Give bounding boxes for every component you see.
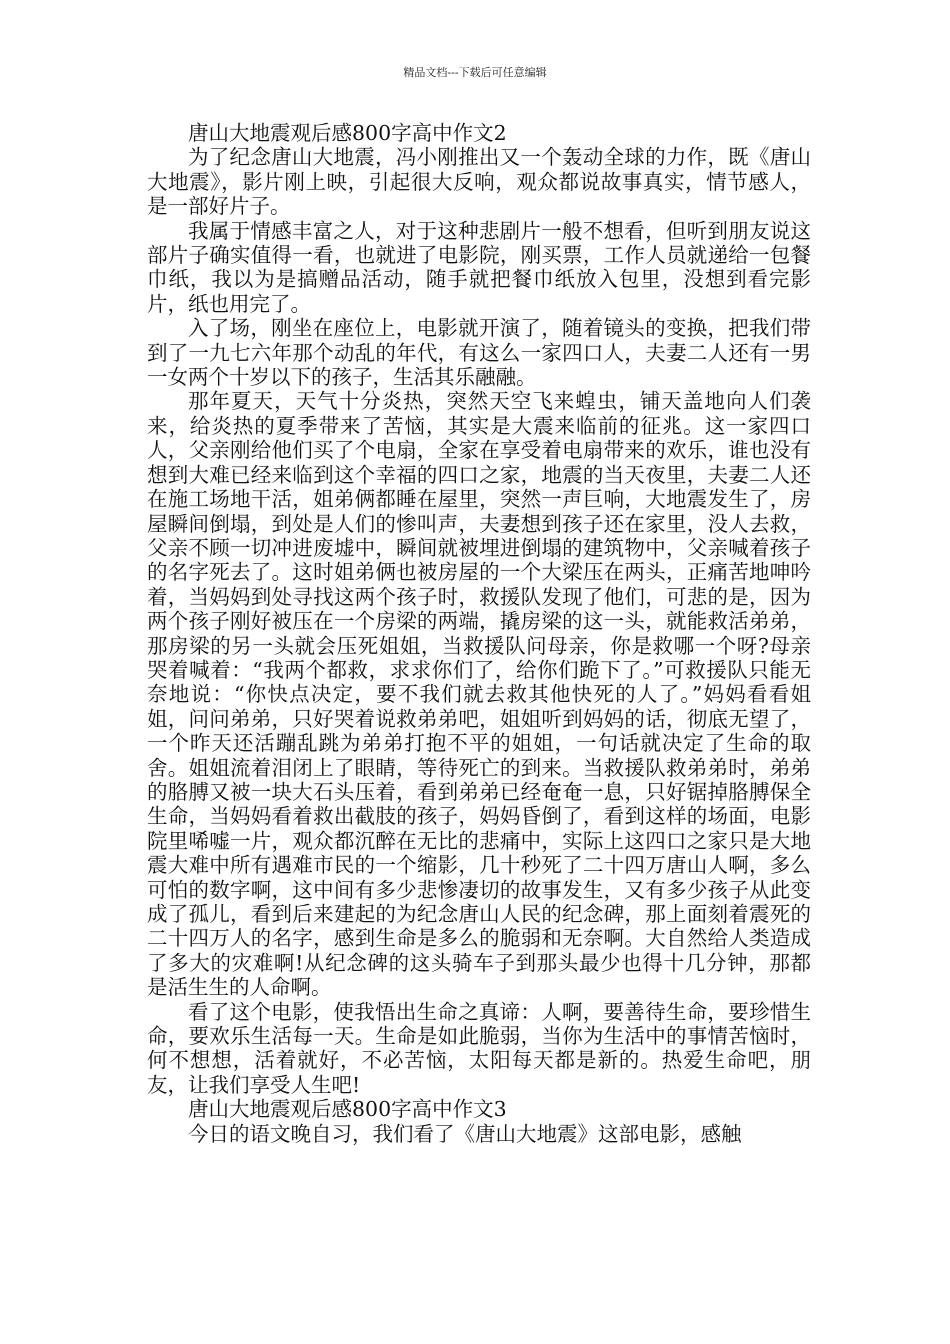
document-body: [147, 121, 811, 1146]
essay-3-title: 唐山大地震观后感800字高中作文3: [188, 1097, 507, 1122]
essay-2-paragraph-5: 看了这个电影，使我悟出生命之真谛：人啊，要善待生命，要珍惜生命，要欢乐生活每一天。生命是如此脆弱，当你为生活中的事情苦恼时，何不想想，活着就好，不必苦恼，太阳每天都是新的。热爱生命吧，朋友，让我们享受人生吧!: [147, 999, 811, 1097]
essay-2-paragraph-2: 我属于情感丰富之人，对于这种悲剧片一般不想看，但听到朋友说这部片子确实值得一看，也就进了电影院，刚买票，工作人员就递给一包餐巾纸，我以为是搞赠品活动，随手就把餐巾纸放入包里，没想到看完影片，纸也用完了。: [147, 218, 811, 316]
essay-2-paragraph-3: 入了场，刚坐在座位上，电影就开演了，随着镜头的变换，把我们带到了一九七六年那个动乱的年代，有这么一家四口人，夫妻二人还有一男一女两个十岁以下的孩子，生活其乐融融。: [147, 316, 811, 390]
page-header-note: 精品文档---下载后可任意编辑: [403, 66, 547, 79]
essay-2-title: 唐山大地震观后感800字高中作文2: [188, 121, 507, 145]
essay-2-paragraph-4: 那年夏天，天气十分炎热，突然天空飞来蝗虫，铺天盖地向人们袭来，给炎热的夏季带来了苦恼，其实是大震来临前的征兆。这一家四口人，父亲刚给他们买了个电扇，全家在享受着电扇带来的欢乐，谁也没有想到大难已经来临到这个幸福的四口之家，地震的当天夜里，夫妻二人还在施工场地干活，姐弟俩都睡在屋里，突然一声巨响，大地震发生了，房屋瞬间倒塌，到处是人们的惨叫声，夫妻想到孩子还在家里，没人去救，父亲不顾一切冲进废墟中，瞬间就被埋进倒塌的建筑物中，父亲喊着孩子的名字死去了。这时姐弟俩也被房屋的一个大梁压在两头，正痛苦地呻吟着，当妈妈到处寻找这两个孩子时，救援队发现了他们，可悲的是，因为两个孩子刚好被压在一个房梁的两端，撬房梁的这一头，就能救活弟弟，那房梁的另一头就会压死姐姐，当救援队问母亲，你是救哪一个呀?母亲哭着喊着：“我两个都救，求求你们了，给你们跪下了。”可救援队只能无奈地说：“你快点决定，要不我们就去救其他快死的人了。”妈妈看看姐姐，问问弟弟，只好哭着说救弟弟吧，姐姐听到妈妈的话，彻底无望了，一个昨天还活蹦乱跳为弟弟打抱不平的姐姐，一句话就决定了生命的取舍。姐姐流着泪闭上了眼睛，等待死亡的到来。当救援队救弟弟时，弟弟的胳膊又被一块大石头压着，看到弟弟已经奄奄一息，只好锯掉胳膊保全生命，当妈妈看着救出截肢的孩子，妈妈昏倒了，看到这样的场面，电影院里唏嘘一片，观众都沉醉在无比的悲痛中，实际上这四口之家只是大地震大难中所有遇难市民的一个缩影，几十秒死了二十四万唐山人啊，多么可怕的数字啊，这中间有多少悲惨凄切的故事发生，又有多少孩子从此变成了孤儿，看到后来建起的为纪念唐山人民的纪念碑，那上面刻着震死的二十四万人的名字，感到生命是多么的脆弱和无奈啊。大自然给人类造成了多大的灾难啊!从纪念碑的这头骑车子到那头最少也得十几分钟，那都是活生生的人命啊。: [147, 389, 811, 1000]
essay-3-paragraph-1: 今日的语文晚自习，我们看了《唐山大地震》这部电影，感触: [188, 1121, 742, 1146]
essay-2-paragraph-1: 为了纪念唐山大地震，冯小刚推出又一个轰动全球的力作，既《唐山大地震》，影片刚上映，引起很大反响，观众都说故事真实，情节感人，是一部好片子。: [147, 145, 811, 219]
